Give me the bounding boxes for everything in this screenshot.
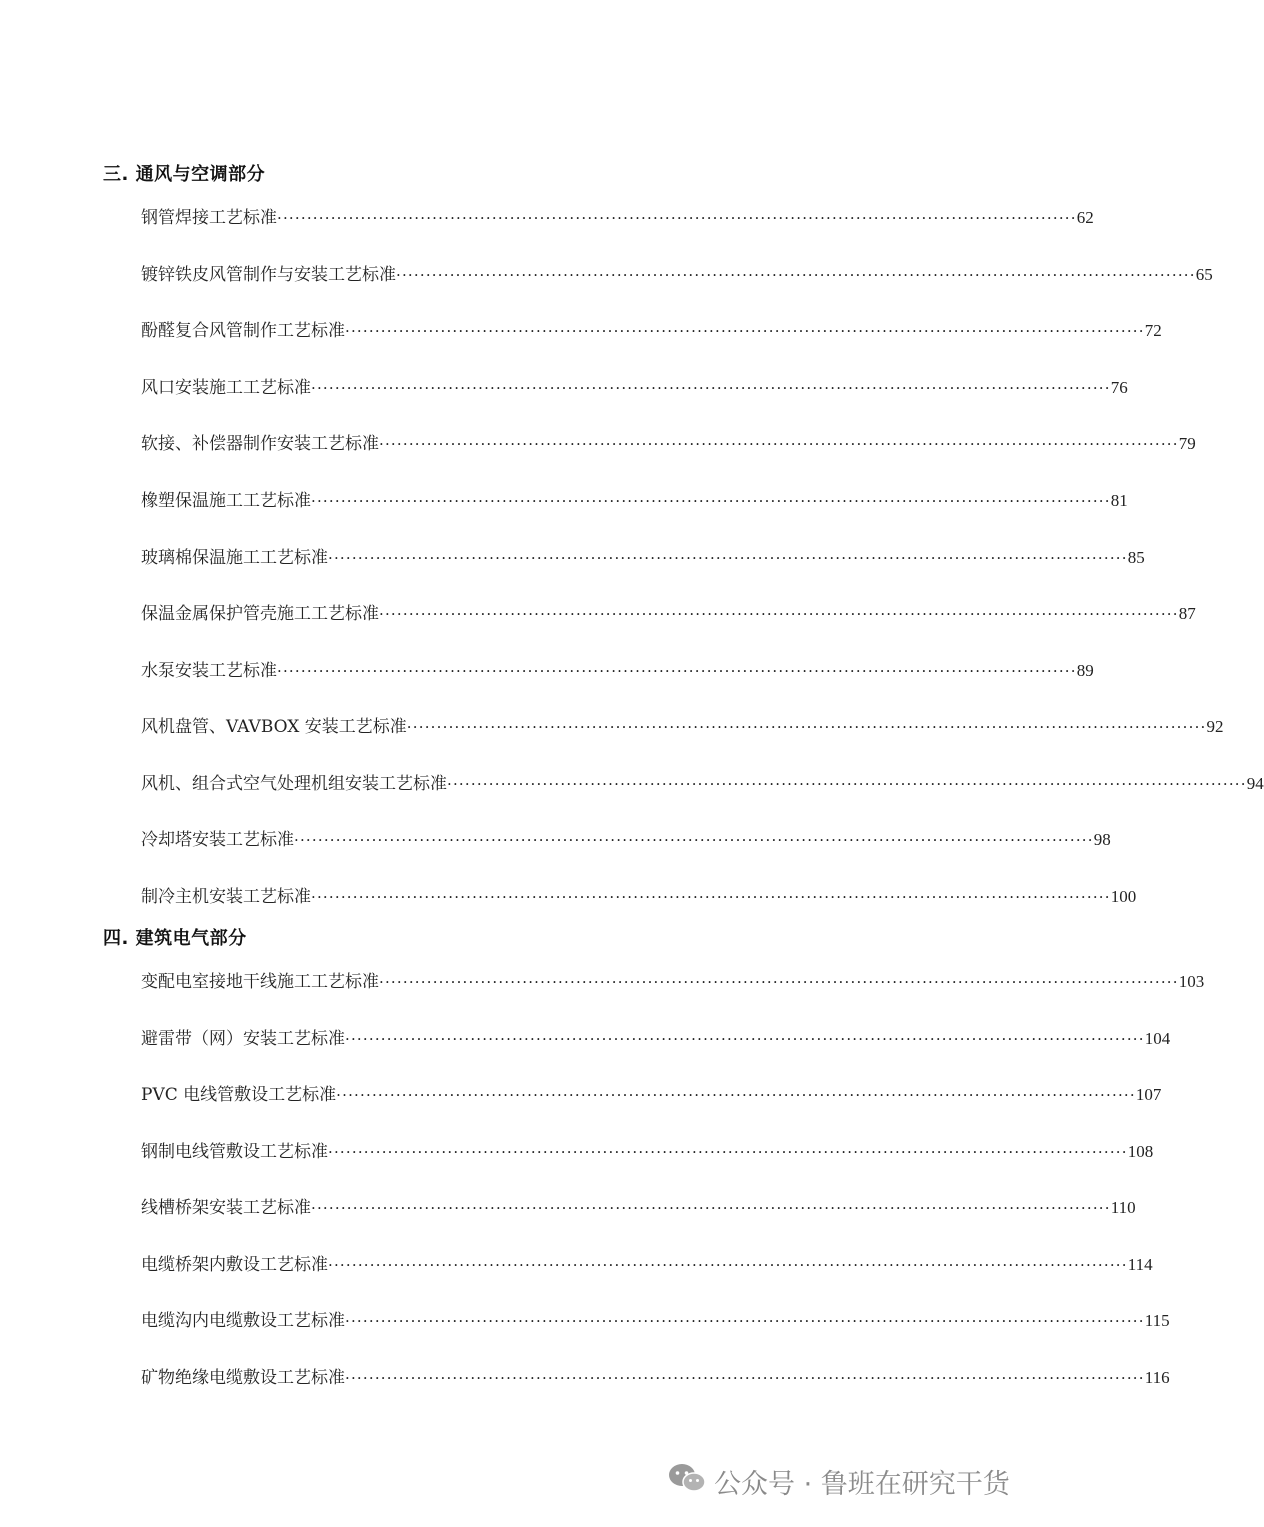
toc-entry-page: 110 [1110, 1198, 1136, 1217]
toc-leader-dots: ······································································································································ [379, 605, 1179, 623]
toc-entry[interactable] [141, 656, 1094, 681]
toc-entry-title: 风机盘管、VAVBOX 安装工艺标准 [141, 717, 407, 737]
toc-leader-dots: ······································································································································ [336, 1086, 1136, 1104]
toc-entry[interactable] [141, 316, 1162, 341]
toc-entry[interactable] [141, 543, 1145, 568]
toc-entry-page: 81 [1110, 491, 1128, 510]
toc-entry-title: 保温金属保护管壳施工工艺标准 [141, 604, 379, 624]
toc-entry-page: 76 [1110, 378, 1128, 397]
toc-entry-page: 62 [1076, 208, 1094, 227]
toc-entry-page: 100 [1110, 887, 1137, 906]
toc-entry-page: 108 [1127, 1142, 1154, 1161]
toc-entry-title: 避雷带（网）安装工艺标准 [141, 1029, 345, 1049]
toc-entry[interactable] [141, 1193, 1136, 1218]
toc-entry[interactable] [141, 825, 1111, 850]
toc-entry-title: 制冷主机安装工艺标准 [141, 887, 311, 907]
toc-leader-dots: ······································································································································ [311, 888, 1111, 906]
toc-entry-title: 变配电室接地干线施工工艺标准 [141, 972, 379, 992]
toc-entry-title: 水泵安装工艺标准 [141, 661, 277, 681]
toc-entry[interactable] [141, 1137, 1154, 1162]
section-heading-hvac: 三. 通风与空调部分 [103, 164, 266, 185]
toc-entry-title: 线槽桥架安装工艺标准 [141, 1198, 311, 1218]
toc-entry-page: 85 [1127, 548, 1145, 567]
toc-leader-dots: ······································································································································ [447, 775, 1247, 793]
toc-entry[interactable] [141, 203, 1094, 228]
toc-entry[interactable] [141, 1306, 1170, 1331]
toc-leader-dots: ······································································································································ [328, 549, 1128, 567]
toc-entry-page: 115 [1144, 1311, 1170, 1330]
toc-entry[interactable] [141, 373, 1128, 398]
toc-entry-page: 107 [1135, 1085, 1162, 1104]
toc-entry-page: 94 [1246, 774, 1264, 793]
toc-entry-title: 钢制电线管敷设工艺标准 [141, 1142, 328, 1162]
toc-leader-dots: ······································································································································ [345, 1312, 1145, 1330]
toc-entry-page: 104 [1144, 1029, 1171, 1048]
toc-leader-dots: ······································································································································ [379, 973, 1179, 991]
toc-entry[interactable] [141, 769, 1264, 794]
toc-entry[interactable] [141, 967, 1205, 992]
watermark [668, 1462, 1010, 1501]
toc-leader-dots: ······································································································································ [345, 1030, 1145, 1048]
toc-entry-title: 电缆沟内电缆敷设工艺标准 [141, 1311, 345, 1331]
toc-entry[interactable] [141, 599, 1196, 624]
toc-entry-page: 87 [1178, 604, 1196, 623]
toc-leader-dots: ······································································································································ [294, 831, 1094, 849]
toc-entry-page: 89 [1076, 661, 1094, 680]
toc-entry-title: 风口安装施工工艺标准 [141, 378, 311, 398]
toc-leader-dots: ······································································································································ [345, 1369, 1145, 1387]
toc-leader-dots: ······································································································································ [311, 379, 1111, 397]
toc-entry[interactable] [141, 429, 1196, 454]
toc-leader-dots: ······································································································································ [379, 435, 1179, 453]
wechat-icon [668, 1462, 714, 1501]
toc-leader-dots: ······································································································································ [277, 662, 1077, 680]
toc-entry-title: 钢管焊接工艺标准 [141, 208, 277, 228]
toc-entry-page: 98 [1093, 830, 1111, 849]
toc-entry-title: 风机、组合式空气处理机组安装工艺标准 [141, 774, 447, 794]
section-heading-electrical: 四. 建筑电气部分 [103, 928, 247, 949]
toc-leader-dots: ······································································································································ [396, 266, 1196, 284]
toc-entry-title: 橡塑保温施工工艺标准 [141, 491, 311, 511]
toc-entry-title: 矿物绝缘电缆敷设工艺标准 [141, 1368, 345, 1388]
toc-entry[interactable] [141, 882, 1137, 907]
toc-leader-dots: ······································································································································ [328, 1256, 1128, 1274]
toc-entry-page: 92 [1206, 717, 1224, 736]
toc-leader-dots: ······································································································································ [328, 1143, 1128, 1161]
toc-leader-dots: ······································································································································ [345, 322, 1145, 340]
toc-entry[interactable] [141, 260, 1213, 285]
toc-entry[interactable] [141, 1363, 1170, 1388]
toc-entry-page: 116 [1144, 1368, 1170, 1387]
watermark-text: 公众号 · 鲁班在研究干货 [714, 1469, 1010, 1500]
toc-leader-dots: ······································································································································ [277, 209, 1077, 227]
toc-entry[interactable] [141, 712, 1224, 737]
toc-entry[interactable] [141, 1024, 1171, 1049]
toc-entry-page: 114 [1127, 1255, 1153, 1274]
toc-entry-title: 冷却塔安装工艺标准 [141, 830, 294, 850]
toc-entry[interactable] [141, 1250, 1153, 1275]
toc-leader-dots: ······································································································································ [311, 492, 1111, 510]
toc-entry[interactable] [141, 1080, 1162, 1105]
toc-entry-page: 103 [1178, 972, 1205, 991]
toc-entry-title: 玻璃棉保温施工工艺标准 [141, 548, 328, 568]
toc-entry-title: 电缆桥架内敷设工艺标准 [141, 1255, 328, 1275]
toc-entry-page: 79 [1178, 434, 1196, 453]
toc-leader-dots: ······································································································································ [311, 1199, 1111, 1217]
toc-entry-title: 酚醛复合风管制作工艺标准 [141, 321, 345, 341]
toc-entry-title: 软接、补偿器制作安装工艺标准 [141, 434, 379, 454]
toc-entry-title: PVC 电线管敷设工艺标准 [141, 1085, 337, 1105]
toc-entry[interactable] [141, 486, 1128, 511]
toc-entry-title: 镀锌铁皮风管制作与安装工艺标准 [141, 265, 396, 285]
toc-leader-dots: ······································································································································ [406, 718, 1207, 736]
toc-entry-page: 72 [1144, 321, 1162, 340]
toc-entry-page: 65 [1195, 265, 1213, 284]
